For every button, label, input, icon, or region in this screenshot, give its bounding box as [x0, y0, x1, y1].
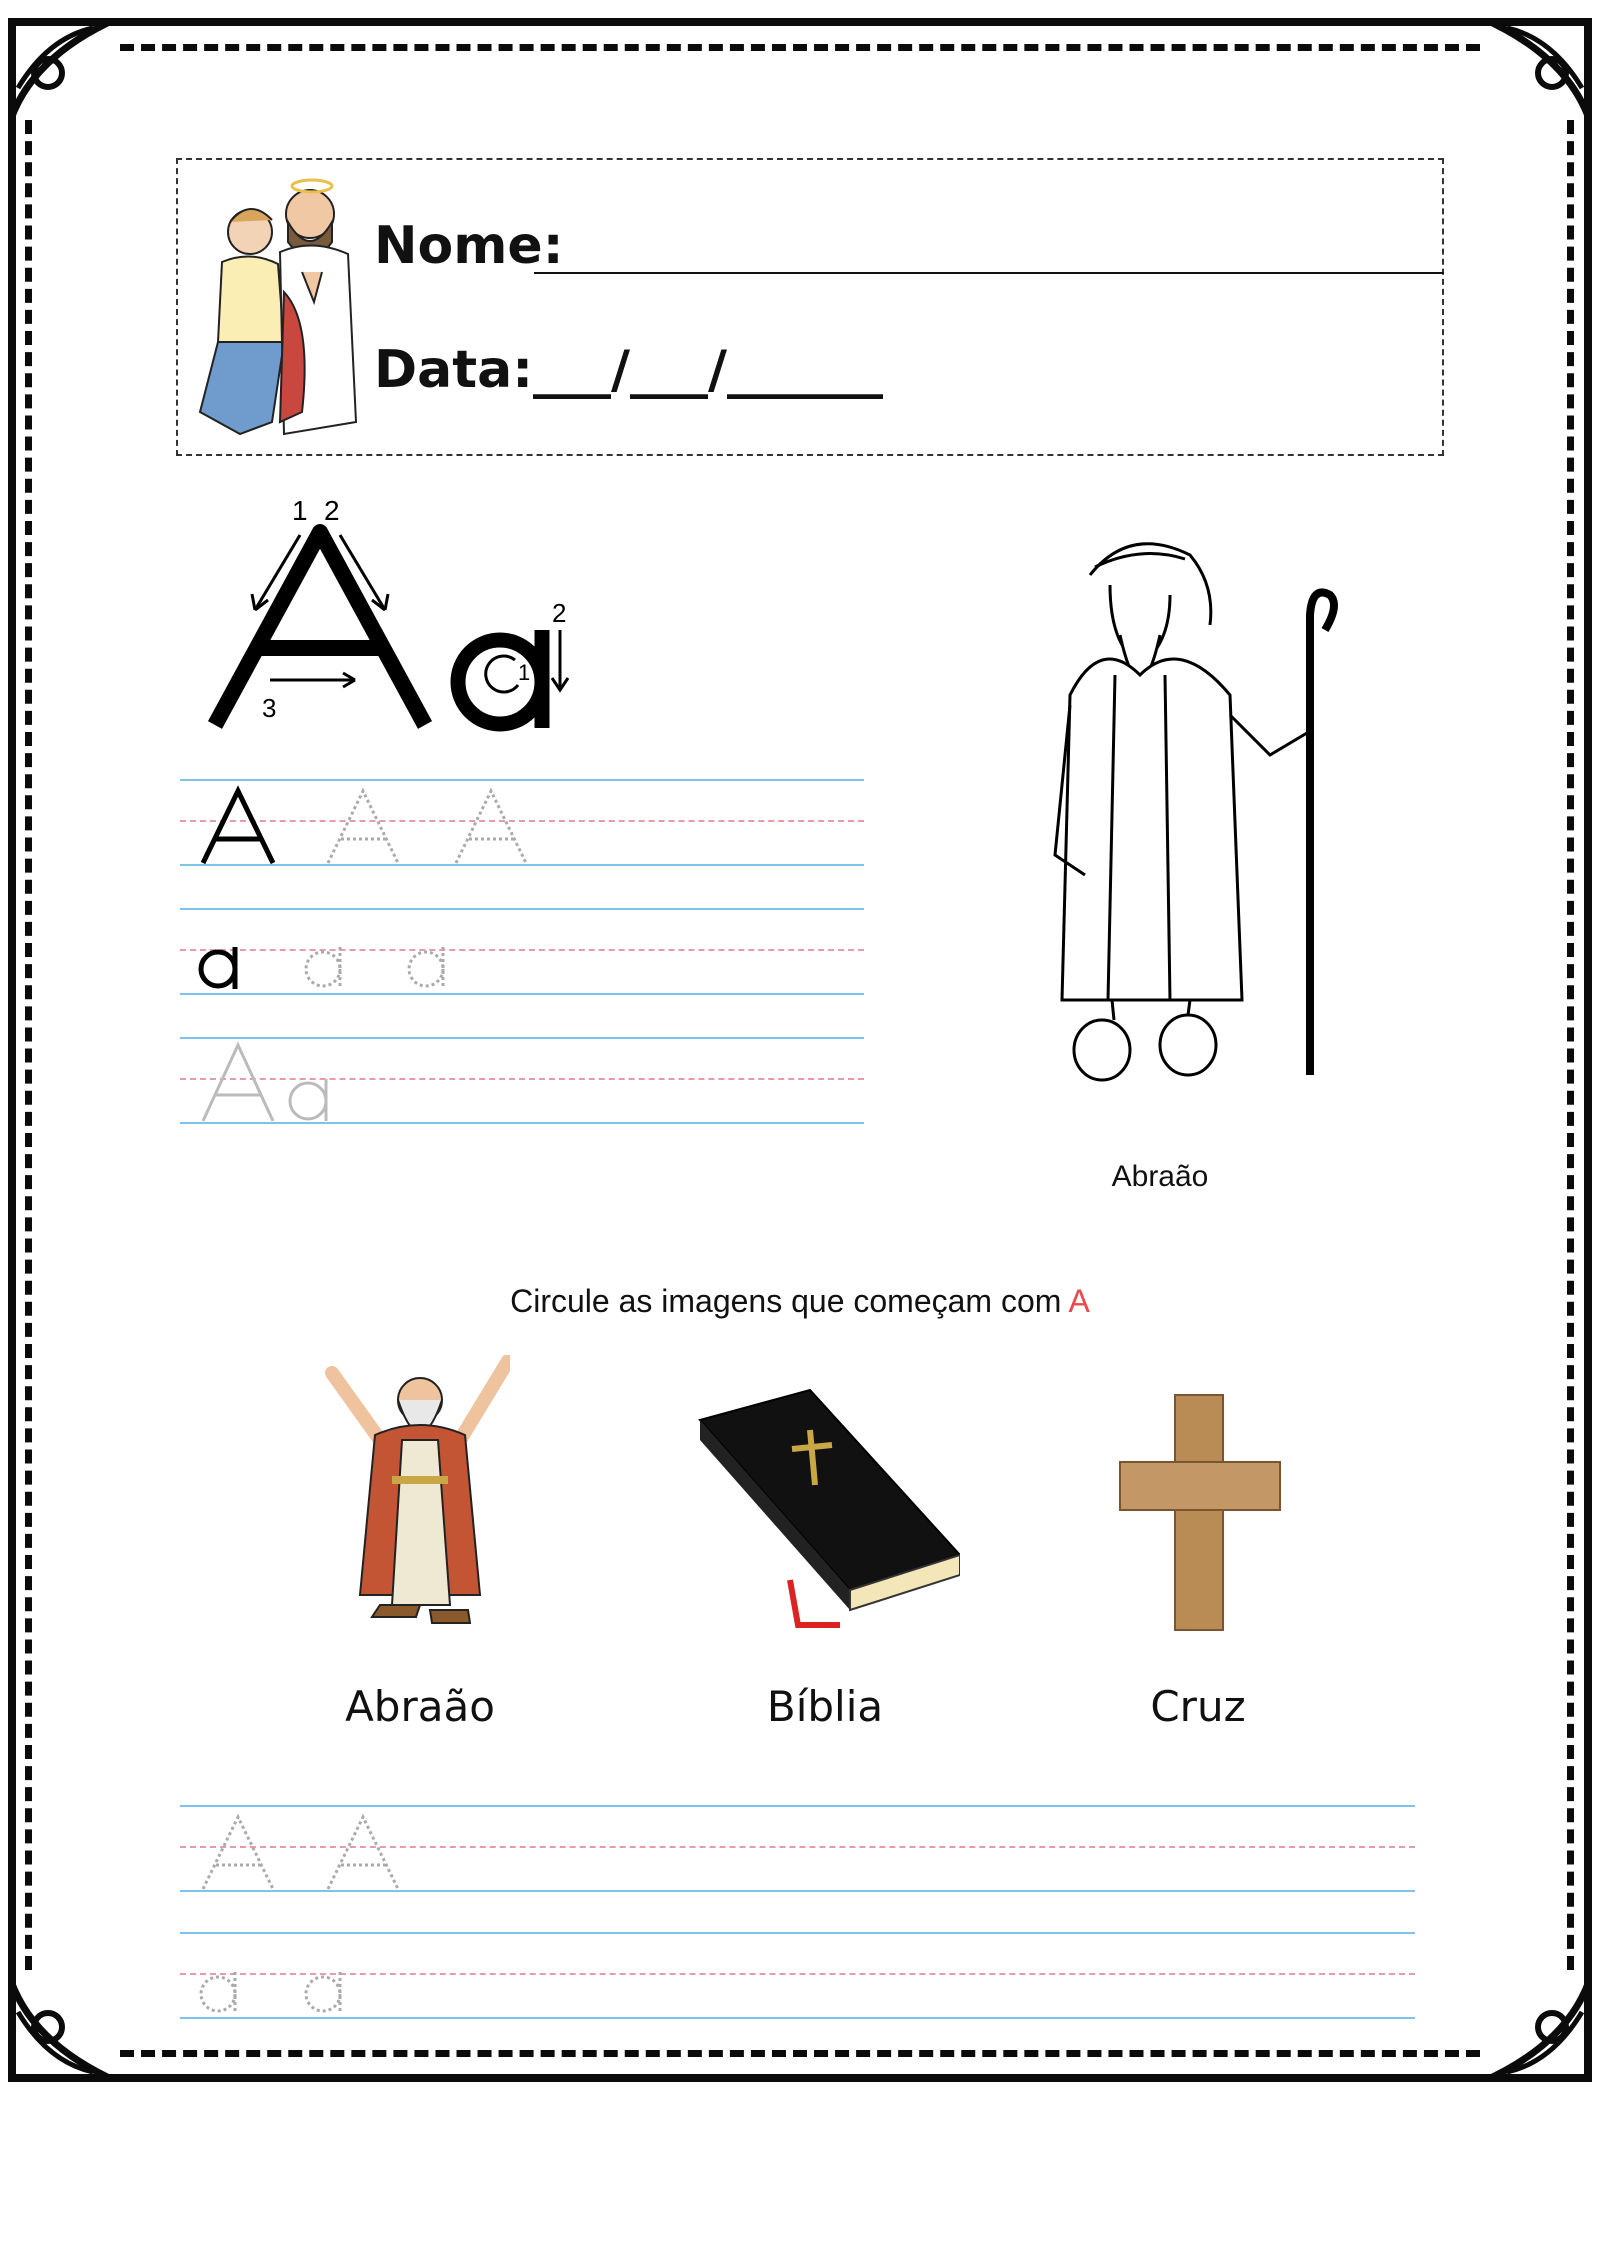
- corner-ornament-bottom-right: [1462, 1952, 1592, 2082]
- svg-text:3: 3: [262, 693, 277, 723]
- letter-stroke-diagram: [200, 490, 590, 740]
- picture-label-bible: Bíblia: [766, 1682, 884, 1731]
- instruction-body: Circule as imagens que começam com: [510, 1283, 1069, 1319]
- dashed-border-left: [25, 120, 32, 1970]
- name-line[interactable]: [534, 272, 1444, 274]
- svg-text:1: 1: [292, 495, 308, 526]
- abraham-figure-icon[interactable]: [320, 1355, 510, 1645]
- corner-ornament-top-left: [8, 18, 138, 148]
- abraham-line-art-icon: [1030, 515, 1360, 1130]
- cross-icon[interactable]: [1110, 1390, 1285, 1640]
- svg-text:2: 2: [552, 598, 567, 628]
- bottom-trace-upper: [198, 1805, 458, 1895]
- svg-text:2: 2: [324, 495, 340, 526]
- corner-ornament-top-right: [1462, 18, 1592, 148]
- picture-label-abraham: Abraão: [345, 1682, 495, 1731]
- name-label: Nome:: [374, 216, 564, 276]
- header-box: [176, 158, 1444, 456]
- trace-row-lower: [198, 905, 558, 995]
- picture-label-cross: Cruz: [1150, 1682, 1246, 1731]
- instruction-text: [0, 1283, 1600, 1320]
- bible-icon[interactable]: [690, 1385, 960, 1645]
- instruction-highlight: A: [1068, 1283, 1090, 1319]
- dashed-border-top: [120, 44, 1480, 51]
- dashed-border-bottom: [120, 2050, 1480, 2057]
- bottom-trace-lower: [198, 1930, 458, 2020]
- svg-text:1: 1: [518, 660, 531, 685]
- trace-row-upper: [198, 775, 558, 870]
- praying-people-icon: [192, 172, 362, 442]
- corner-ornament-bottom-left: [8, 1952, 138, 2082]
- tracing-block: [180, 775, 864, 1125]
- main-figure-caption: Abraão: [1111, 1160, 1209, 1193]
- bottom-tracing-block: [180, 1805, 1415, 2025]
- date-label[interactable]: Data:___/___/______: [374, 340, 883, 400]
- dashed-border-right: [1567, 120, 1574, 1970]
- trace-row-pair: [198, 1035, 398, 1125]
